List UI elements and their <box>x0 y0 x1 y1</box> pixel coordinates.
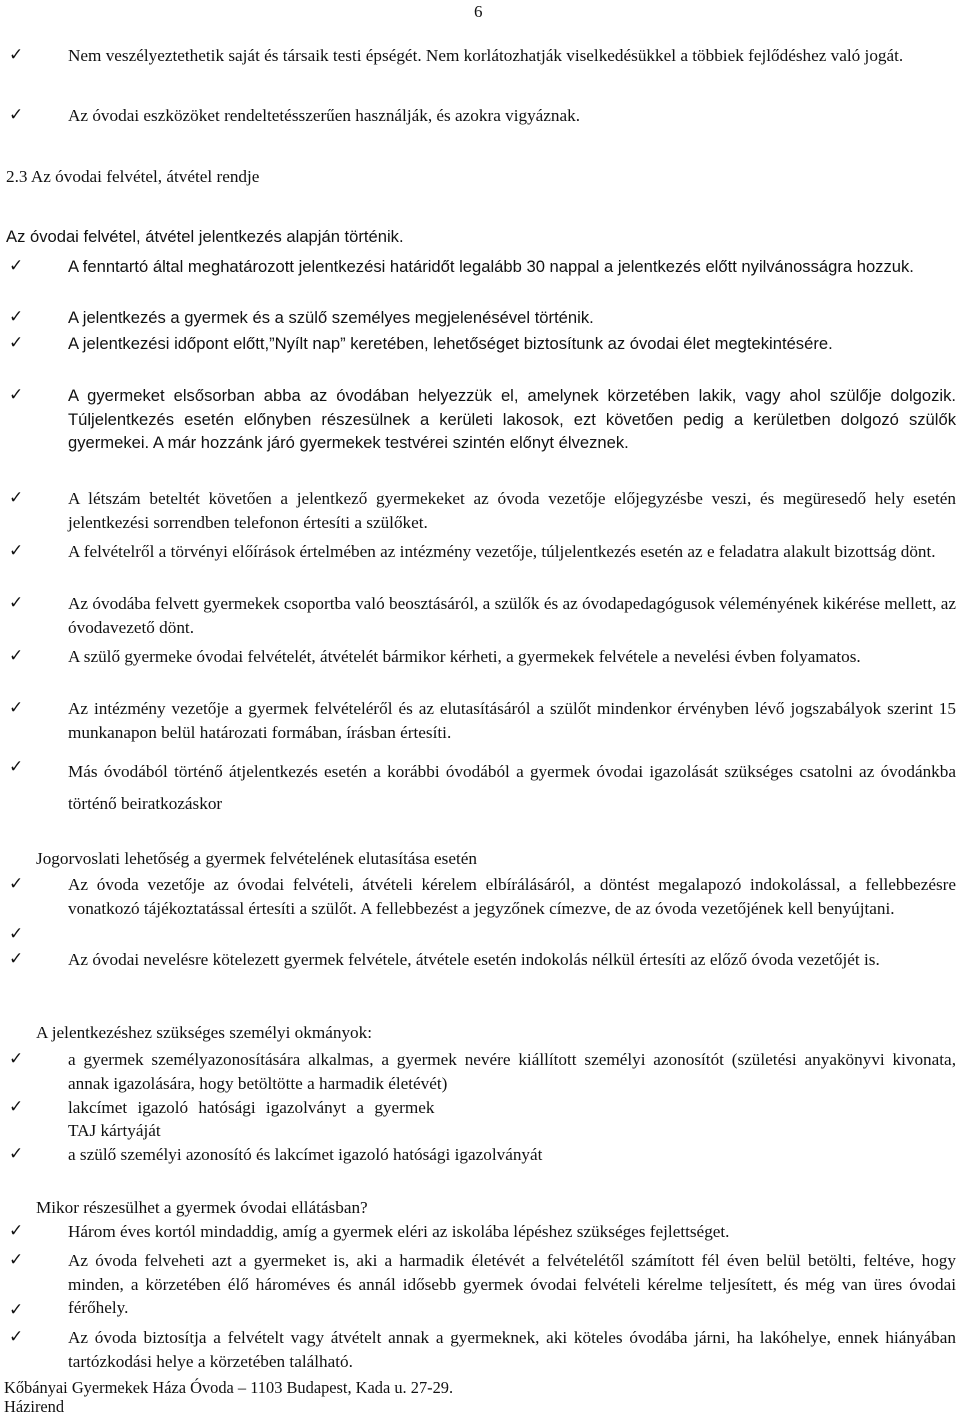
check-icon: ✓ <box>9 45 24 65</box>
check-icon: ✓ <box>9 333 24 353</box>
list-item-text: A létszám beteltét követően a jelentkező gyermekeket az óvoda vezetője előjegyzésbe veszi, és megüresedő hely esetén jelentkezési sorrendben telefonon értesíti a szülőket. <box>68 489 956 532</box>
check-icon: ✓ <box>9 488 24 508</box>
check-icon: ✓ <box>9 1250 24 1270</box>
list-item-text: Három éves kortól mindaddig, amíg a gyermek eléri az iskolába lépéshez szükséges fejlettséget. <box>68 1222 730 1241</box>
list-item-text: A felvételről a törvényi előírások értelmében az intézmény vezetője, túljelentkezés esetén az e feladatra alakult bizottság dönt. <box>68 542 936 561</box>
list-item-text: Az óvodai eszközöket rendeltetésszerűen használják, és azokra vigyáznak. <box>68 106 581 125</box>
list-item-text: A gyermeket elsősorban abba az óvodában helyezzük el, amelynek körzetében lakik, vagy ahol szülője dolgozik. Túljelentkezés esetén előnyben részesülnek a kerületi lakosok, ezt követően pedig a kerületben dolgozó szülők gyermekei. A már hozzánk járó gyermekek testvérei szintén előnyt élveznek. <box>68 386 956 452</box>
check-icon: ✓ <box>9 1221 24 1241</box>
intro-text: Az óvodai felvétel, átvétel jelentkezés alapján történik. <box>6 227 404 246</box>
appeal-heading: Jogorvoslati lehetőség a gyermek felvételének elutasítása esetén <box>36 849 477 868</box>
check-icon: ✓ <box>9 646 24 666</box>
section-heading: 2.3 Az óvodai felvétel, átvétel rendje <box>6 167 260 186</box>
check-icon: ✓ <box>9 698 24 718</box>
list-item-text: Nem veszélyeztethetik saját és társaik testi épségét. Nem korlátozhatják viselkedésükkel a többiek fejlődéshez való jogát. <box>68 46 904 65</box>
check-icon: ✓ <box>9 1327 24 1347</box>
page-number: 6 <box>474 2 483 21</box>
list-item-text: Az óvodai nevelésre kötelezett gyermek felvétele, átvétele esetén indokolás nélkül értesíti az előző óvoda vezetőjét is. <box>68 950 880 969</box>
check-icon: ✓ <box>9 541 24 561</box>
check-icon: ✓ <box>9 757 24 777</box>
list-item-text: Az óvoda biztosítja a felvételt vagy átvételt annak a gyermeknek, aki köteles óvodába járni, ha lakóhelye, ennek hiányában tartózkodási helye a körzetében található. <box>68 1328 956 1371</box>
list-item-text: Az intézmény vezetője a gyermek felvételéről és az elutasításáról a szülőt mindenkor érvényben lévő jogszabályok szerint 15 munkanapon belül határozati formában, írásban értesíti. <box>68 699 956 742</box>
check-icon: ✓ <box>9 1144 24 1164</box>
list-item-text: Az óvodába felvett gyermekek csoportba való beosztásáról, a szülők és az óvodapedagógusok véleményének kikérése mellett, az óvodavezető dönt. <box>68 594 956 637</box>
check-icon: ✓ <box>9 593 24 613</box>
check-icon: ✓ <box>9 1300 24 1320</box>
check-icon: ✓ <box>9 1097 24 1117</box>
list-item-text: Az óvoda vezetője az óvodai felvételi, átvételi kérelem elbírálásáról, a döntést megalapozó indokolással, a fellebbezésre vonatkozó tájékoztatással értesíti a szülőt. A fellebbezést a jegyzőnek címezve, de az óvoda vezetőjének kell benyújtani. <box>68 875 956 918</box>
list-item-text: Az óvoda felveheti azt a gyermeket is, aki a harmadik életévét a felvételétől számított fél éven belül betölti, feltéve, hogy minden, a körzetében élő hároméves és annál idősebb gyermek óvodai felvételi kérelme teljesített, és még van üres óvodai férőhely. <box>68 1251 956 1317</box>
check-icon: ✓ <box>9 105 24 125</box>
list-item-text: TAJ kártyáját <box>68 1121 161 1140</box>
check-icon: ✓ <box>9 385 24 405</box>
check-icon: ✓ <box>9 256 24 276</box>
documents-heading: A jelentkezéshez szükséges személyi okmányok: <box>36 1023 373 1042</box>
list-item-text: lakcímet igazoló hatósági igazolványt a gyermek <box>68 1098 435 1117</box>
check-icon: ✓ <box>9 924 24 944</box>
list-item-text: a gyermek személyazonosítására alkalmas, a gyermek nevére kiállított személyi azonosítót (születési anyakönyvi kivonata, annak igazolására, hogy betöltötte a harmadik életévét) <box>68 1050 956 1093</box>
eligibility-heading: Mikor részesülhet a gyermek óvodai ellátásban? <box>36 1198 368 1217</box>
footer-title: Házirend <box>4 1397 65 1416</box>
check-icon: ✓ <box>9 307 24 327</box>
list-item-text: a szülő személyi azonosító és lakcímet igazoló hatósági igazolványát <box>68 1145 543 1164</box>
check-icon: ✓ <box>9 874 24 894</box>
footer-address: Kőbányai Gyermekek Háza Óvoda – 1103 Budapest, Kada u. 27-29. <box>4 1378 454 1397</box>
list-item-text: A fenntartó által meghatározott jelentkezési határidőt legalább 30 nappal a jelentkezés előtt nyilvánosságra hozzuk. <box>68 257 914 276</box>
check-icon: ✓ <box>9 1049 24 1069</box>
list-item-text: Más óvodából történő átjelentkezés esetén a korábbi óvodából a gyermek óvodai igazolását szükséges csatolni az óvodánkba történő beiratkozáskor <box>68 762 956 813</box>
check-icon: ✓ <box>9 949 24 969</box>
list-item-text: A jelentkezés a gyermek és a szülő személyes megjelenésével történik. <box>68 308 594 327</box>
list-item-text: A szülő gyermeke óvodai felvételét, átvételét bármikor kérheti, a gyermekek felvétele a nevelési évben folyamatos. <box>68 647 861 666</box>
list-item-text: A jelentkezési időpont előtt,”Nyílt nap” keretében, lehetőséget biztosítunk az óvodai élet megtekintésére. <box>68 334 833 353</box>
